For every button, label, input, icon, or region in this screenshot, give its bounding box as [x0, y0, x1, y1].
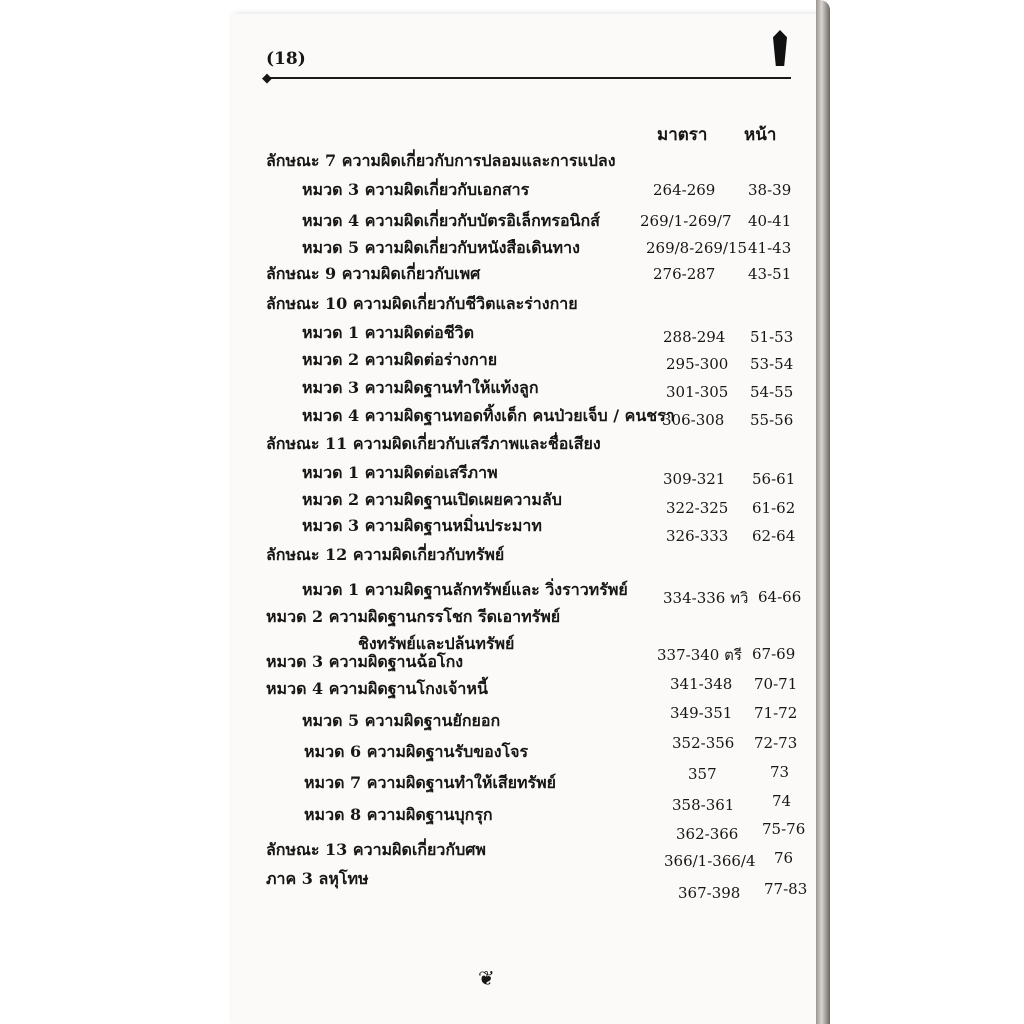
toc-section: 309-321: [663, 470, 726, 488]
toc-section: 288-294: [663, 328, 726, 346]
toc-section: 264-269: [653, 181, 716, 199]
toc-section: 326-333: [666, 527, 729, 545]
toc-page: 67-69: [752, 645, 796, 663]
toc-section: 276-287: [653, 265, 716, 283]
toc-page: 56-61: [752, 470, 796, 488]
toc-section: 341-348: [670, 675, 733, 693]
toc-section: 367-398: [678, 884, 741, 902]
toc-page: 76: [774, 849, 794, 867]
toc-page: 43-51: [748, 265, 792, 283]
toc-section: 306-308: [662, 411, 725, 429]
toc-page: 61-62: [752, 499, 796, 517]
toc-page: 62-64: [752, 527, 796, 545]
toc-section: 366/1-366/4: [664, 852, 756, 870]
toc-page: 73: [770, 763, 790, 781]
toc-page: 72-73: [754, 734, 798, 752]
header-rule: [264, 77, 791, 79]
column-header-page: หน้า: [744, 125, 777, 145]
page-number: (18): [266, 49, 306, 69]
toc-page: 74: [772, 792, 792, 810]
toc-section: 269/1-269/7: [640, 212, 732, 230]
footer-ornament-icon: ❦: [478, 966, 495, 990]
toc-section: 269/8-269/15: [646, 239, 748, 257]
toc-section: 362-366: [676, 825, 739, 843]
toc-page: 77-83: [764, 880, 808, 898]
toc-section: 352-356: [672, 734, 735, 752]
toc-section: 337-340 ตรี: [657, 646, 742, 664]
toc-section: 349-351: [670, 704, 733, 722]
toc-page: 40-41: [748, 212, 792, 230]
toc-page: 38-39: [748, 181, 792, 199]
toc-section: 358-361: [672, 796, 735, 814]
column-header-section: มาตรา: [657, 125, 708, 145]
toc-section: 322-325: [666, 499, 729, 517]
toc-section: 295-300: [666, 355, 729, 373]
toc-section: 301-305: [666, 383, 729, 401]
rule-ornament-icon: ◆: [262, 71, 272, 86]
toc-page: 51-53: [750, 328, 794, 346]
toc-page: 70-71: [754, 675, 798, 693]
toc-section: 357: [688, 765, 717, 783]
toc-page: 71-72: [754, 704, 798, 722]
toc-page: 64-66: [758, 588, 802, 606]
toc-page: 53-54: [750, 355, 794, 373]
toc-section: 334-336 ทวิ: [663, 589, 749, 607]
toc-page: 55-56: [750, 411, 794, 429]
toc-page: 54-55: [750, 383, 794, 401]
toc-page: 41-43: [748, 239, 792, 257]
toc-page: 75-76: [762, 820, 806, 838]
page-edge: [816, 0, 830, 1024]
